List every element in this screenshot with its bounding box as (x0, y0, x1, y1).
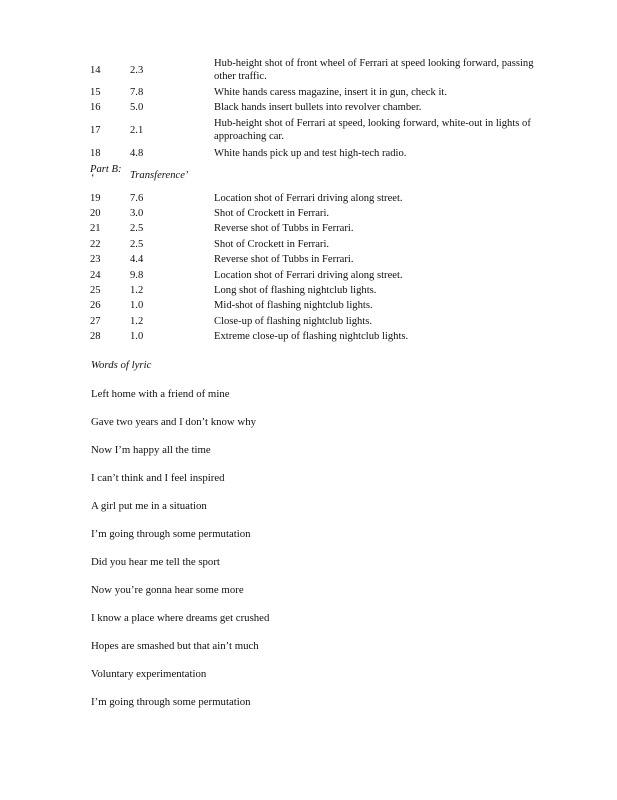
shot-number: 21 (90, 223, 101, 234)
lyric-line: I’m going through some permutation (91, 528, 251, 540)
shot-duration: 5.0 (130, 102, 144, 113)
shot-description: Mid-shot of flashing nightclub lights. (214, 300, 373, 311)
shot-number: 24 (90, 270, 101, 281)
shot-number: 22 (90, 239, 101, 250)
shot-duration: 1.2 (130, 316, 144, 327)
shot-number: 17 (90, 125, 101, 136)
shot-description: White hands caress magazine, insert it in gun, check it. (214, 87, 447, 98)
shot-duration: 1.2 (130, 285, 144, 296)
shot-number: 18 (90, 148, 101, 159)
lyric-line: Hopes are smashed but that ain’t much (91, 640, 259, 652)
lyric-line: I can’t think and I feel inspired (91, 472, 225, 484)
shot-row (0, 192, 617, 206)
shot-row (0, 147, 617, 161)
shot-row (0, 207, 617, 221)
lyric-line: Now I’m happy all the time (91, 444, 211, 456)
shot-row (0, 238, 617, 252)
shot-description: Extreme close-up of flashing nightclub lights. (214, 331, 409, 342)
shot-row (0, 222, 617, 236)
shot-description: Hub-height shot of Ferrari at speed, looking forward, white-out in lights of approaching car. (214, 118, 531, 142)
shot-row (0, 117, 617, 145)
shot-row (0, 86, 617, 100)
shot-duration: 4.4 (130, 254, 144, 265)
shot-duration: 1.0 (130, 331, 144, 342)
shot-duration: 2.5 (130, 239, 144, 250)
shot-row (0, 101, 617, 115)
shot-row (0, 299, 617, 313)
shot-description: Reverse shot of Tubbs in Ferrari. (214, 254, 354, 265)
lyric-line: Left home with a friend of mine (91, 388, 230, 400)
shot-duration: 4.8 (130, 148, 144, 159)
shot-description: Reverse shot of Tubbs in Ferrari. (214, 223, 354, 234)
shot-number: 19 (90, 193, 101, 204)
lyric-line: Did you hear me tell the sport (91, 556, 220, 568)
shot-duration: 1.0 (130, 300, 144, 311)
lyric-line: Voluntary experimentation (91, 668, 207, 680)
shot-description: White hands pick up and test high-tech radio. (214, 148, 407, 159)
shot-number: 15 (90, 87, 101, 98)
shot-description: Shot of Crockett in Ferrari. (214, 239, 330, 250)
part-title: Transference’ (130, 170, 189, 181)
shot-description: Long shot of flashing nightclub lights. (214, 285, 377, 296)
shot-description: Shot of Crockett in Ferrari. (214, 208, 330, 219)
shot-row (0, 315, 617, 329)
part-label: Part B: (90, 164, 122, 175)
shot-number: 25 (90, 285, 101, 296)
shot-number: 16 (90, 102, 101, 113)
shot-number: 26 (90, 300, 101, 311)
lyric-line: A girl put me in a situation (91, 500, 207, 512)
shot-duration: 2.5 (130, 223, 144, 234)
shot-row (0, 57, 617, 85)
shot-duration: 2.3 (130, 65, 144, 76)
shot-duration: 3.0 (130, 208, 144, 219)
shot-number: 20 (90, 208, 101, 219)
shot-number: 28 (90, 331, 101, 342)
shot-duration: 7.8 (130, 87, 144, 98)
shot-description: Location shot of Ferrari driving along street. (214, 270, 403, 281)
shot-duration: 7.6 (130, 193, 144, 204)
lyric-line: Now you’re gonna hear some more (91, 584, 244, 596)
shot-number: 23 (90, 254, 101, 265)
shot-duration: 9.8 (130, 270, 144, 281)
shot-description: Hub-height shot of front wheel of Ferrari at speed looking forward, passing other traffic. (214, 58, 534, 82)
lyrics-heading: Words of lyric (91, 359, 152, 371)
shot-description: Black hands insert bullets into revolver chamber. (214, 102, 422, 113)
shot-row (0, 269, 617, 283)
shot-row (0, 330, 617, 344)
shot-description: Close-up of flashing nightclub lights. (214, 316, 373, 327)
lyric-line: I’m going through some permutation (91, 696, 251, 708)
lyric-line: I know a place where dreams get crushed (91, 612, 270, 624)
shot-duration: 2.1 (130, 125, 144, 136)
shot-description: Location shot of Ferrari driving along street. (214, 193, 403, 204)
shot-number: 27 (90, 316, 101, 327)
shot-number: 14 (90, 65, 101, 76)
lyric-line: Gave two years and I don’t know why (91, 416, 257, 428)
shot-row (0, 253, 617, 267)
part-quote-mark: ‘ (91, 173, 95, 184)
shot-row (0, 284, 617, 298)
